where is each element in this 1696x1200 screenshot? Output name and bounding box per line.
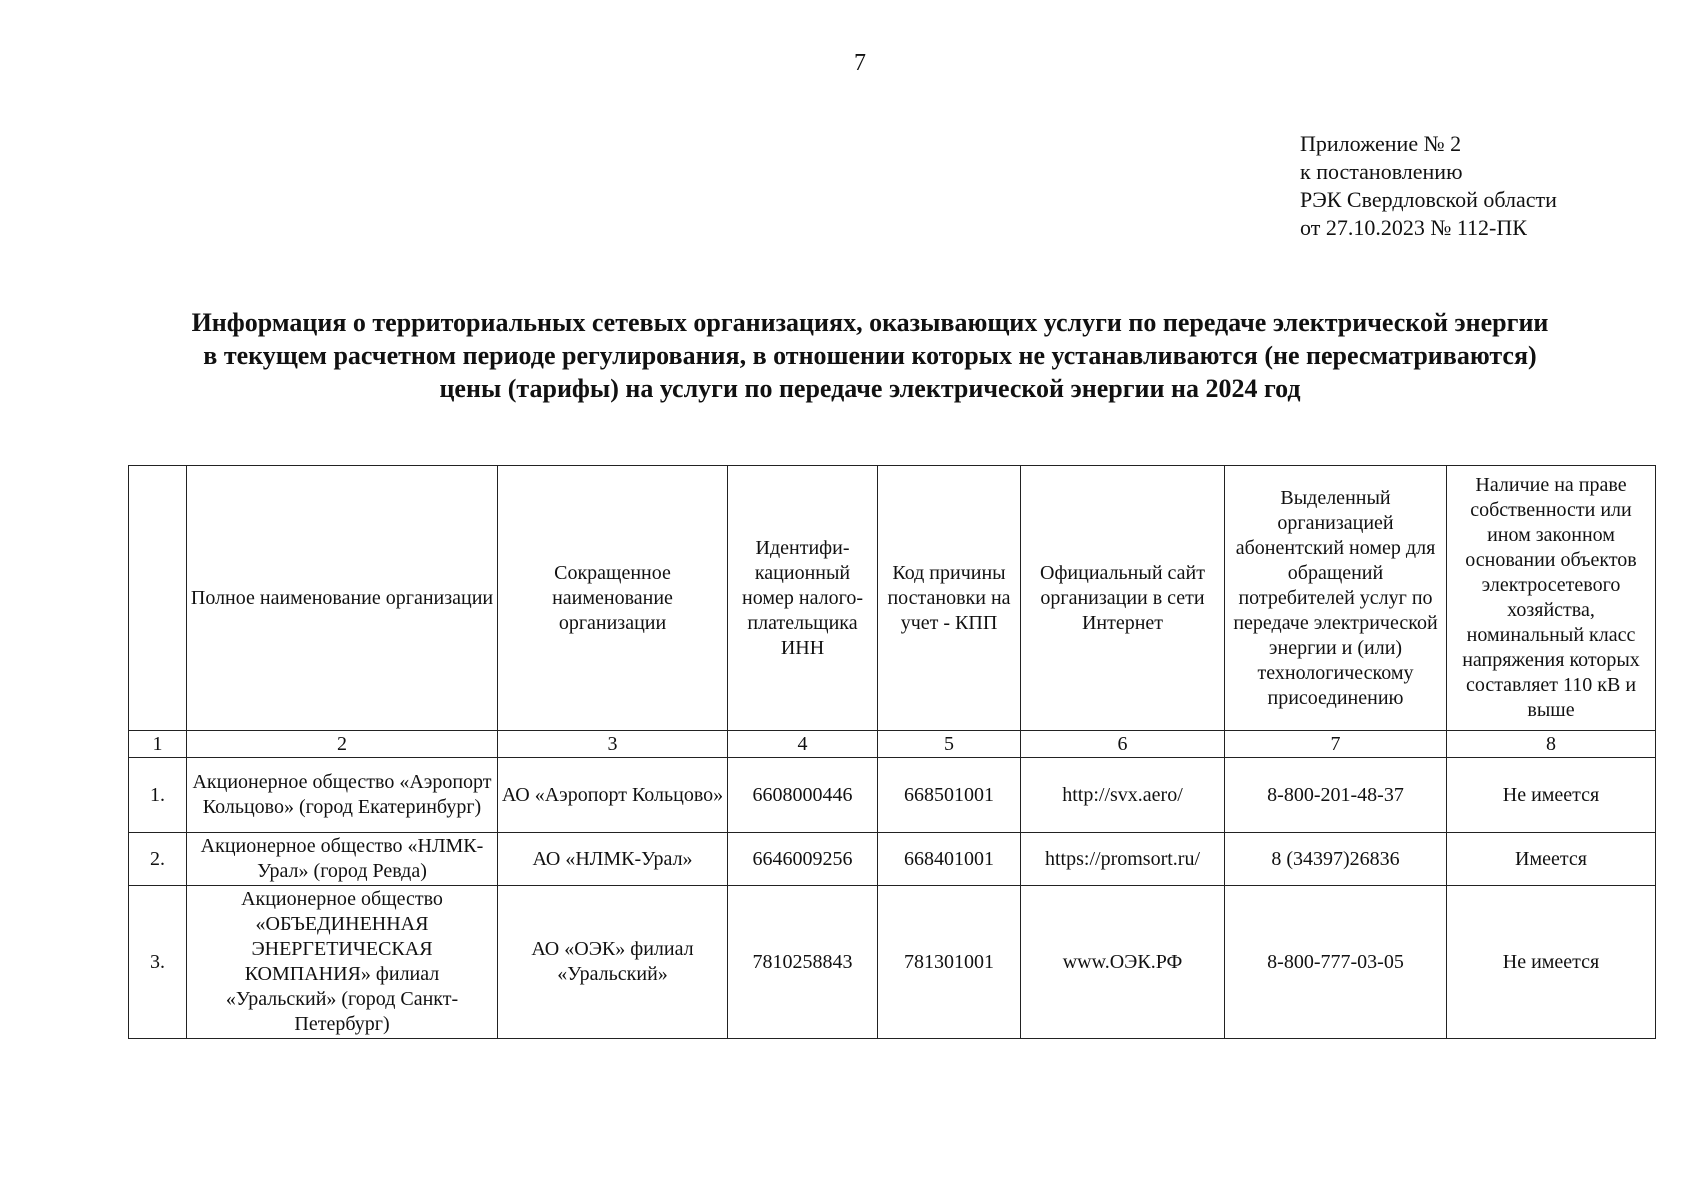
column-number: 3 (498, 731, 728, 758)
title-line: цены (тарифы) на услуги по передаче электрической энергии на 2024 год (439, 374, 1301, 403)
org-website: www.ОЭК.РФ (1021, 886, 1225, 1039)
appendix-line: к постановлению (1300, 159, 1463, 184)
column-number-row (129, 731, 1656, 758)
header-cell-num (129, 466, 187, 731)
column-number: 5 (878, 731, 1021, 758)
column-number: 8 (1447, 731, 1656, 758)
org-website: http://svx.aero/ (1021, 758, 1225, 833)
org-website: https://promsort.ru/ (1021, 833, 1225, 886)
row-number: 1. (129, 758, 187, 833)
header-row (129, 466, 1656, 731)
page-number: 7 (854, 50, 866, 76)
header-cell-110kv: Наличие на праве собственности или ином законном основании объектов электросетевого хозяйства, номинальный класс напряжения которых составляет 110 кВ и выше (1447, 466, 1656, 731)
org-110kv-status: Не имеется (1447, 758, 1656, 833)
table-row (129, 833, 1656, 886)
org-full-name: Акционерное общество «Аэропорт Кольцово» (город Екатеринбург) (187, 758, 498, 833)
header-cell-full-name: Полное наименование организации (187, 466, 498, 731)
org-full-name: Акционерное общество «ОБЪЕДИНЕННАЯ ЭНЕРГЕТИЧЕСКАЯ КОМПАНИЯ» филиал «Уральский» (город Санкт-Петербург) (187, 886, 498, 1039)
org-inn: 7810258843 (728, 886, 878, 1039)
org-short-name: АО «ОЭК» филиал «Уральский» (498, 886, 728, 1039)
appendix-line: от 27.10.2023 № 112-ПК (1300, 215, 1527, 240)
table-row (129, 758, 1656, 833)
appendix-line: РЭК Свердловской области (1300, 187, 1557, 212)
organizations-table (128, 465, 1656, 1039)
org-inn: 6608000446 (728, 758, 878, 833)
column-number: 7 (1225, 731, 1447, 758)
header-cell-inn: Идентифи-кационный номер налого-плательщика ИНН (728, 466, 878, 731)
column-number: 6 (1021, 731, 1225, 758)
table-row (129, 886, 1656, 1039)
org-110kv-status: Имеется (1447, 833, 1656, 886)
appendix-reference (1300, 130, 1557, 242)
org-inn: 6646009256 (728, 833, 878, 886)
org-kpp: 781301001 (878, 886, 1021, 1039)
title-line: в текущем расчетном периоде регулирования, в отношении которых не устанавливаются (не пересматриваются) (203, 341, 1537, 370)
header-cell-website: Официальный сайт организации в сети Интернет (1021, 466, 1225, 731)
org-kpp: 668401001 (878, 833, 1021, 886)
column-number: 1 (129, 731, 187, 758)
column-number: 2 (187, 731, 498, 758)
title-line: Информация о территориальных сетевых организациях, оказывающих услуги по передаче электрической энергии (191, 308, 1549, 337)
column-number: 4 (728, 731, 878, 758)
org-short-name: АО «Аэропорт Кольцово» (498, 758, 728, 833)
header-cell-kpp: Код причины постановки на учет - КПП (878, 466, 1021, 731)
org-phone: 8-800-201-48-37 (1225, 758, 1447, 833)
org-full-name: Акционерное общество «НЛМК-Урал» (город Ревда) (187, 833, 498, 886)
org-110kv-status: Не имеется (1447, 886, 1656, 1039)
document-title (100, 306, 1640, 405)
org-phone: 8 (34397)26836 (1225, 833, 1447, 886)
header-cell-short-name: Сокращенное наименование организации (498, 466, 728, 731)
header-cell-phone: Выделенный организацией абонентский номер для обращений потребителей услуг по передаче электрической энергии и (или) технологическому присоединению (1225, 466, 1447, 731)
org-kpp: 668501001 (878, 758, 1021, 833)
row-number: 2. (129, 833, 187, 886)
row-number: 3. (129, 886, 187, 1039)
org-short-name: АО «НЛМК-Урал» (498, 833, 728, 886)
org-phone: 8-800-777-03-05 (1225, 886, 1447, 1039)
appendix-line: Приложение № 2 (1300, 131, 1462, 156)
